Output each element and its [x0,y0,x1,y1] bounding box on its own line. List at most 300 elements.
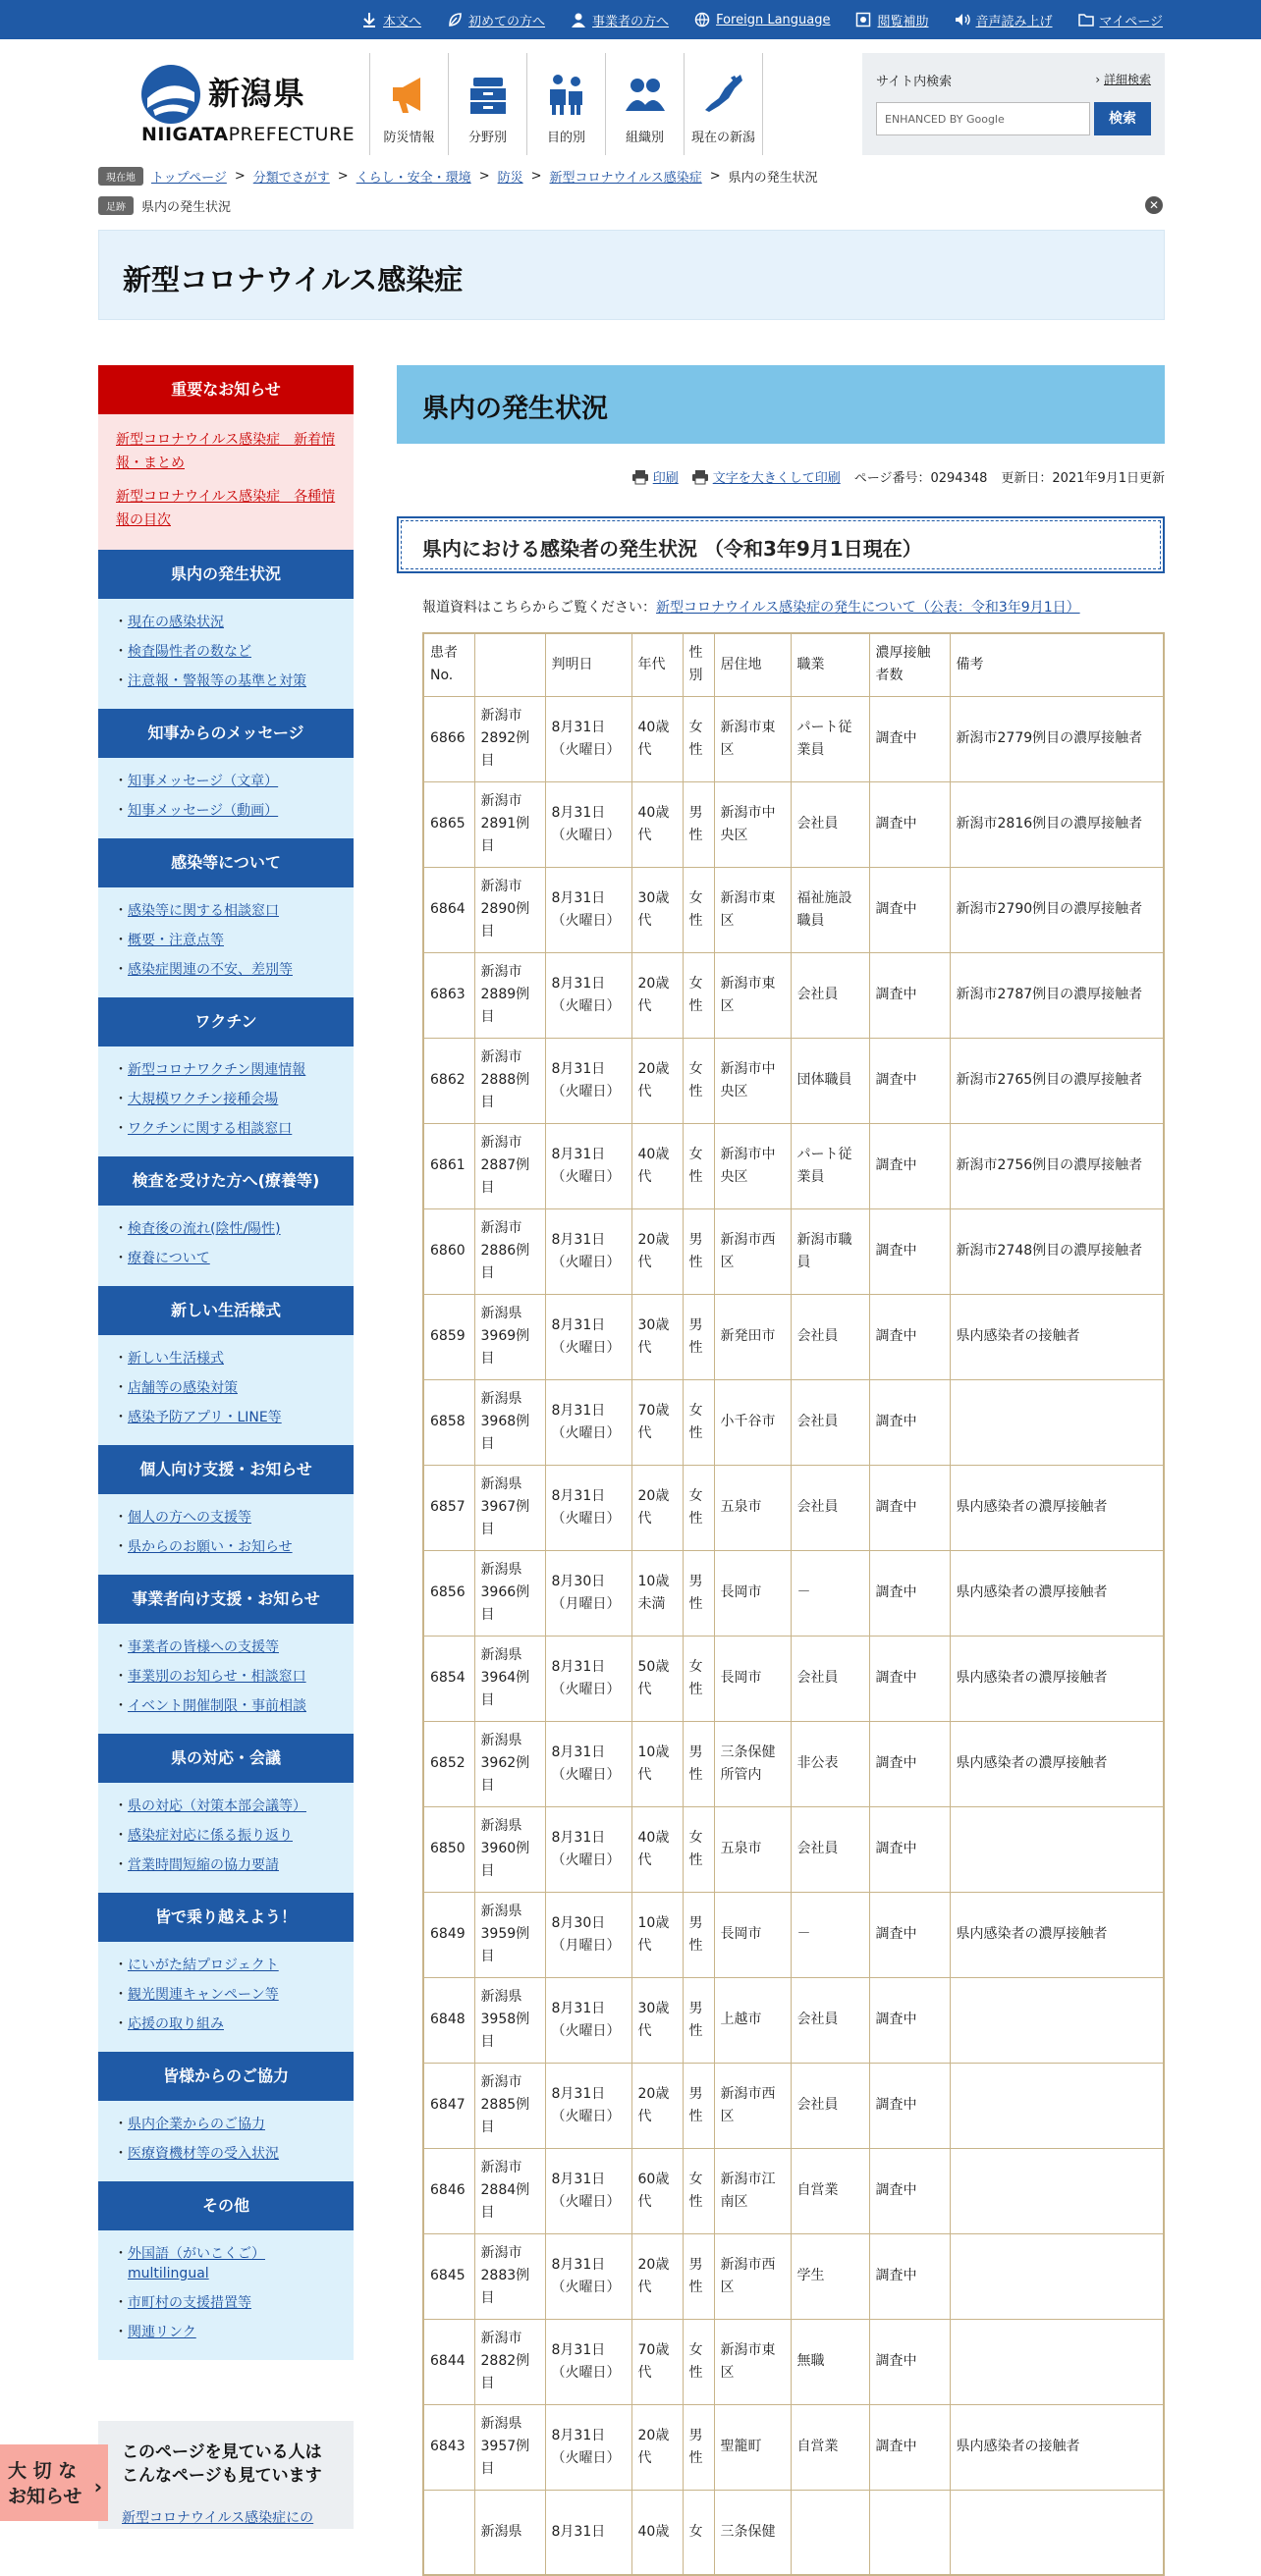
table-cell: 女性 [683,696,714,781]
table-cell: 8月31日（火曜日） [545,1379,631,1465]
table-cell: 調査中 [869,1977,950,2063]
breadcrumb-tag: 現在地 [98,167,143,186]
table-cell [950,2319,1164,2404]
table-cell: 6859 [423,1294,474,1379]
table-cell: 会社員 [791,1636,869,1721]
table-row [423,2490,1164,2575]
breadcrumb-link[interactable]: 分類でさがす [252,171,330,186]
table-row [423,1806,1164,1892]
table-cell: － [791,1550,869,1636]
sidebar-link[interactable]: ・ 応援の取り組み [116,2014,336,2034]
table-cell: 8月31日（火曜日） [545,2233,631,2319]
breadcrumb-separator: > [478,169,490,184]
sidebar-section [98,1624,354,1734]
table-cell: 40歳代 [631,696,683,781]
table-cell: 8月31日（火曜日） [545,2148,631,2233]
table-cell [869,2490,950,2575]
table-cell: 男性 [683,2063,714,2148]
person-icon [571,12,586,27]
table-cell: 会社員 [791,1977,869,2063]
table-cell: パート従業員 [791,696,869,781]
table-cell: 新潟県3957例目 [474,2404,545,2490]
table-cell: 学生 [791,2233,869,2319]
table-cell: 会社員 [791,1806,869,1892]
search-button[interactable]: 検索 [1094,102,1151,135]
table-cell: 調査中 [869,781,950,867]
sidebar-heading: その他 [98,2181,354,2230]
utility-link-2[interactable]: 事業者の方へ [571,11,669,29]
cases-table [422,632,1165,2576]
sidebar-heading: 個人向け支援・お知らせ [98,1445,354,1494]
sidebar-link[interactable]: ・ 関連リンク [116,2323,336,2342]
table-cell: 新潟県3964例目 [474,1636,545,1721]
table-cell: 調査中 [869,1806,950,1892]
table-cell [950,1379,1164,1465]
history-item[interactable]: 県内の発生状況 [141,200,232,215]
table-cell: 8月31日（火曜日） [545,696,631,781]
table-cell: 40歳代 [631,781,683,867]
table-cell [950,1977,1164,2063]
table-cell: 6858 [423,1379,474,1465]
table-cell: 調査中 [869,1721,950,1806]
sidebar-section [98,1783,354,1893]
table-cell: 6847 [423,2063,474,2148]
column-header: 濃厚接触者数 [869,633,950,696]
table-cell: 自営業 [791,2148,869,2233]
table-cell: 新潟市2790例目の濃厚接触者 [950,867,1164,952]
sidebar-heading: 検査を受けた方へ(療養等) [98,1156,354,1206]
table-cell: 新潟県3966例目 [474,1550,545,1636]
table-cell: 30歳代 [631,867,683,952]
breadcrumb-link[interactable]: トップページ [151,171,227,186]
table-cell: 6857 [423,1465,474,1550]
sidebar-link[interactable]: ・ 県の対応（対策本部会議等） [116,1797,336,1816]
table-cell: 6864 [423,867,474,952]
table-cell: 県内感染者の濃厚接触者 [950,1721,1164,1806]
sidebar-heading: 県の対応・会議 [98,1734,354,1783]
close-history-icon[interactable]: ✕ [1145,196,1163,214]
niigata-emblem-icon [139,63,202,126]
table-cell: 三条保健所管内 [714,1721,791,1806]
table-cell: 女性 [683,1806,714,1892]
table-row [423,1379,1164,1465]
table-cell: 新潟県 [474,2490,545,2575]
column-header: 居住地 [714,633,791,696]
table-cell: 新潟市中央区 [714,1123,791,1208]
table-cell: 6844 [423,2319,474,2404]
table-cell [423,2490,474,2575]
sidebar-heading: 感染等について [98,838,354,887]
important-notice-link[interactable]: 新型コロナウイルス感染症 新着情報・まとめ [116,432,336,471]
table-row [423,2063,1164,2148]
table-cell: 8月31日（火曜日） [545,1806,631,1892]
table-cell: 新潟市2885例目 [474,2063,545,2148]
table-cell: 8月31日（火曜日） [545,1977,631,2063]
table-cell: 8月31日（火曜日） [545,1465,631,1550]
column-header: 職業 [791,633,869,696]
sidebar-heading: 皆で乗り越えよう！ [98,1893,354,1942]
sidebar-link[interactable]: ・ 療養について [116,1249,336,1268]
table-cell: 8月31日（火曜日） [545,2063,631,2148]
breadcrumb [98,167,818,186]
table-cell: 男性 [683,1892,714,1977]
utility-link-5[interactable]: 音声読み上げ [955,11,1053,29]
sidebar-link[interactable]: ・ 検査後の流れ(陰性/陽性) [116,1219,336,1239]
table-cell: 男性 [683,1977,714,2063]
table-cell: 長岡市 [714,1550,791,1636]
sidebar-section [98,1942,354,2052]
table-cell: 8月31日（火曜日） [545,1038,631,1123]
main-nav-item-3[interactable]: 組織別 [606,53,685,155]
column-header: 患者 No. [423,633,474,696]
table-cell: 6852 [423,1721,474,1806]
sidebar-link[interactable]: ・ 外国語（がいこくご）multilingual [116,2244,336,2283]
table-cell: 6848 [423,1977,474,2063]
banner-title: 新型コロナウイルス感染症 [123,263,464,296]
related-title: このページを見ている人はこんなページも見ています [122,2442,322,2486]
table-cell: 男性 [683,1294,714,1379]
sidebar-link[interactable]: ・ 知事メッセージ（動画） [116,801,336,821]
utility-link-4[interactable]: 閲覧補助 [855,11,928,29]
table-cell: 新潟市2816例目の濃厚接触者 [950,781,1164,867]
sidebar-link[interactable]: ・ 注意報・警報等の基準と対策 [116,671,336,691]
related-link[interactable]: 新型コロナウイルス感染症にの [122,2510,314,2526]
table-cell: 6849 [423,1892,474,1977]
table-row [423,1977,1164,2063]
table-cell: 8月31日（火曜日） [545,1721,631,1806]
sidebar-link[interactable]: ・ 現在の感染状況 [116,613,336,632]
table-cell: 上越市 [714,1977,791,2063]
table-cell: 調査中 [869,1123,950,1208]
column-header: 性別 [683,633,714,696]
table-cell: 新潟市2887例目 [474,1123,545,1208]
table-cell: 女 [683,2490,714,2575]
table-cell: 70歳代 [631,1379,683,1465]
related-pages [98,2421,354,2529]
table-cell: 女性 [683,2148,714,2233]
table-cell: 8月31日（火曜日） [545,1294,631,1379]
table-cell [950,1806,1164,1892]
table-cell: 新潟県3959例目 [474,1892,545,1977]
table-cell: 50歳代 [631,1636,683,1721]
group-icon [623,72,668,117]
column-header [474,633,545,696]
sidebar-link[interactable]: ・ ワクチンに関する相談窓口 [116,1119,336,1139]
printer-icon [692,470,708,484]
table-cell: 五泉市 [714,1806,791,1892]
site-logo[interactable] [139,63,356,149]
sidebar-link[interactable]: ・ 感染等に関する相談窓口 [116,901,336,921]
table-cell: 新潟市2890例目 [474,867,545,952]
table-row [423,867,1164,952]
site-search [862,53,1165,155]
table-cell: 県内感染者の濃厚接触者 [950,1892,1164,1977]
table-row [423,2319,1164,2404]
sidebar-section [98,1335,354,1445]
table-cell: 新潟市東区 [714,952,791,1038]
printer-icon [632,470,648,484]
table-cell: 調査中 [869,2063,950,2148]
table-cell: 8月30日（月曜日） [545,1892,631,1977]
table-cell: 新潟市東区 [714,2319,791,2404]
table-cell: 6866 [423,696,474,781]
table-cell: 男性 [683,2404,714,2490]
page-title: 県内の発生状況 [422,394,608,424]
sidebar-heading: 新しい生活様式 [98,1286,354,1335]
utility-link-3[interactable]: Foreign Language [694,12,830,27]
table-cell [950,2063,1164,2148]
important-notice-links [98,414,354,550]
table-cell: 調査中 [869,696,950,781]
table-cell [791,2490,869,2575]
utility-nav [361,0,1163,39]
sidebar-link[interactable]: ・ 大規模ワクチン接種会場 [116,1090,336,1109]
table-cell: 女性 [683,1038,714,1123]
table-cell: 新潟市2756例目の濃厚接触者 [950,1123,1164,1208]
section-heading: 県内における感染者の発生状況 （令和3年9月1日現在） [422,537,922,561]
sidebar-link[interactable]: ・ 感染症対応に係る振り返り [116,1826,336,1846]
sidebar-section [98,1046,354,1156]
logo-english: NIIGATAPREFECTURE [141,124,356,145]
people-icon [544,72,589,117]
table-cell: 調査中 [869,1636,950,1721]
breadcrumb-separator: > [709,169,721,184]
search-title: サイト内検索 [876,75,953,89]
table-cell: 聖籠町 [714,2404,791,2490]
table-cell: 6856 [423,1550,474,1636]
section-heading-box [397,516,1165,573]
table-cell: 6854 [423,1636,474,1721]
sidebar-section [98,1494,354,1575]
sidebar-section [98,1206,354,1286]
table-cell: 会社員 [791,1465,869,1550]
table-cell: 調査中 [869,2404,950,2490]
table-cell: 6863 [423,952,474,1038]
table-cell: 新潟市2748例目の濃厚接触者 [950,1208,1164,1294]
important-notice-float-button[interactable]: 大 切 な お知らせ › [0,2444,108,2521]
logo-japanese: 新潟県 [208,75,306,112]
table-cell: 長岡市 [714,1636,791,1721]
search-input[interactable]: ENHANCED BY Google [876,102,1090,135]
table-cell: 三条保健 [714,2490,791,2575]
table-cell: 調査中 [869,1892,950,1977]
sidebar-link[interactable]: ・ にいがた結プロジェクト [116,1956,336,1975]
table-row [423,1892,1164,1977]
table-cell: 県内感染者の接触者 [950,2404,1164,2490]
table-cell: 6845 [423,2233,474,2319]
press-release-link[interactable]: 新型コロナウイルス感染症の発生について（公表：令和3年9月1日） [656,600,1080,616]
utility-link-0[interactable]: 本文へ [361,11,421,29]
utility-link-6[interactable]: マイページ [1078,11,1163,29]
speaker-icon [955,12,970,27]
breadcrumb-link[interactable]: 新型コロナウイルス感染症 [549,171,702,186]
table-cell: 県内感染者の濃厚接触者 [950,1550,1164,1636]
category-banner [98,230,1165,320]
table-cell: 男性 [683,1550,714,1636]
table-cell: 会社員 [791,1379,869,1465]
column-header: 判明日 [545,633,631,696]
sidebar-link[interactable]: ・ 新しい生活様式 [116,1349,336,1368]
table-cell: 20歳代 [631,2404,683,2490]
sidebar-link[interactable]: ・ 個人の方への支援等 [116,1508,336,1528]
table-cell: 20歳代 [631,952,683,1038]
table-cell: 調査中 [869,1208,950,1294]
sidebar-heading: 皆様からのご協力 [98,2052,354,2101]
table-cell: 20歳代 [631,2233,683,2319]
table-cell: 新潟市職員 [791,1208,869,1294]
table-cell [950,2148,1164,2233]
table-cell: 調査中 [869,1379,950,1465]
table-cell: 6846 [423,2148,474,2233]
table-row [423,2233,1164,2319]
table-cell: 新潟市2891例目 [474,781,545,867]
sidebar-link[interactable]: ・ 新型コロナワクチン関連情報 [116,1060,336,1080]
table-cell: 6861 [423,1123,474,1208]
sidebar-link[interactable]: ・ 県からのお願い・お知らせ [116,1537,336,1557]
sidebar-link[interactable]: ・ 観光関連キャンペーン等 [116,1985,336,2005]
table-cell: 新潟市2883例目 [474,2233,545,2319]
table-cell: 6850 [423,1806,474,1892]
table-cell: 新潟県3967例目 [474,1465,545,1550]
table-cell: 調査中 [869,2319,950,2404]
print-large-link[interactable]: 文字を大きくして印刷 [692,467,841,486]
table-cell: 五泉市 [714,1465,791,1550]
table-row [423,1636,1164,1721]
table-cell: 8月31日（火曜日） [545,2319,631,2404]
table-cell: 会社員 [791,781,869,867]
table-cell: 調査中 [869,1465,950,1550]
table-row [423,952,1164,1038]
table-cell: － [791,1892,869,1977]
table-row [423,2404,1164,2490]
table-row [423,1465,1164,1550]
sidebar-link[interactable]: ・ 市町村の支援措置等 [116,2293,336,2313]
table-cell: 新潟市中央区 [714,781,791,867]
megaphone-icon [387,72,432,117]
table-cell: 新潟県3960例目 [474,1806,545,1892]
table-cell: 新潟県3962例目 [474,1721,545,1806]
important-notice-heading: 重要なお知らせ [98,365,354,414]
table-cell: 新潟市中央区 [714,1038,791,1123]
column-header: 備考 [950,633,1164,696]
table-cell: 新潟市西区 [714,2063,791,2148]
breadcrumb-current: 県内の発生状況 [728,171,818,186]
table-cell: 新潟県3969例目 [474,1294,545,1379]
sidebar-link[interactable]: ・ 事業者の皆様への支援等 [116,1637,336,1657]
table-cell: 8月30日（月曜日） [545,1550,631,1636]
breadcrumb-link[interactable]: くらし・安全・環境 [356,171,471,186]
important-notice-link[interactable]: 新型コロナウイルス感染症 各種情報の目次 [116,489,336,528]
table-cell: 会社員 [791,952,869,1038]
sidebar-link[interactable]: ・ 事業別のお知らせ・相談窓口 [116,1667,336,1687]
table-cell: 40歳 [631,2490,683,2575]
sidebar-link[interactable]: ・ 医療資機材等の受入状況 [116,2144,336,2164]
table-cell: 女性 [683,1379,714,1465]
table-cell: 福祉施設職員 [791,867,869,952]
updated-date: 更新日：2021年9月1日更新 [1001,471,1165,486]
table-cell: 女性 [683,952,714,1038]
table-cell: 新潟市2765例目の濃厚接触者 [950,1038,1164,1123]
breadcrumb-separator: > [530,169,542,184]
sidebar-heading: 知事からのメッセージ [98,709,354,758]
table-cell: 20歳代 [631,1038,683,1123]
column-header: 年代 [631,633,683,696]
sidebar-link[interactable]: ・ 感染症関連の不安、差別等 [116,960,336,980]
table-cell: 6860 [423,1208,474,1294]
main-nav-item-0[interactable]: 防災情報 [370,53,449,155]
table-cell: 女性 [683,1123,714,1208]
main-nav-item-4[interactable]: 現在の新潟 [685,53,763,155]
table-cell: 女性 [683,2319,714,2404]
sidebar-link[interactable]: ・ 検査陽性者の数など [116,642,336,662]
top-utility-bar [0,0,1261,39]
table-cell: 8月31日（火曜日） [545,867,631,952]
sidebar-section [98,599,354,709]
table-cell: 8月31日（火曜日） [545,1123,631,1208]
table-cell: 長岡市 [714,1892,791,1977]
table-cell: 男性 [683,2233,714,2319]
sidebar-heading: 県内の発生状況 [98,550,354,599]
table-cell: 無職 [791,2319,869,2404]
sidebar-section [98,758,354,838]
main-nav-item-1[interactable]: 分野別 [449,53,527,155]
table-header-row [423,633,1164,696]
table-row [423,1123,1164,1208]
sidebar-link[interactable]: ・ 店舗等の感染対策 [116,1378,336,1398]
table-cell: 調査中 [869,1550,950,1636]
advanced-search-link[interactable]: › 詳細検索 [1095,73,1151,86]
table-cell: 新潟市2892例目 [474,696,545,781]
main-nav-item-2[interactable]: 目的別 [527,53,606,155]
table-cell: パート従業員 [791,1123,869,1208]
breadcrumb-separator: > [337,169,349,184]
table-row [423,696,1164,781]
utility-link-1[interactable]: 初めての方へ [447,11,545,29]
sidebar-section [98,2101,354,2181]
sidebar-heading: ワクチン [98,997,354,1046]
sidebar-section [98,2230,354,2360]
table-cell: 8月31日 [545,2490,631,2575]
table-cell: 調査中 [869,1038,950,1123]
main-content [397,365,1165,2540]
main-nav [369,53,763,155]
arrow-down-icon [361,12,377,27]
history-trail [98,196,231,215]
sidebar-link[interactable]: ・ 県内企業からのご協力 [116,2115,336,2134]
table-cell: 調査中 [869,867,950,952]
table-cell: 女性 [683,1465,714,1550]
history-tag: 足跡 [98,196,134,215]
table-row [423,1294,1164,1379]
table-cell: 20歳代 [631,2063,683,2148]
table-cell: 新潟市2888例目 [474,1038,545,1123]
table-cell: 小千谷市 [714,1379,791,1465]
sidebar-link[interactable]: ・ イベント開催制限・事前相談 [116,1696,336,1716]
sidebar-link[interactable]: ・ 概要・注意点等 [116,931,336,950]
sidebar-link[interactable]: ・ 感染予防アプリ・LINE等 [116,1408,336,1427]
sidebar-link[interactable]: ・ 営業時間短縮の協力要請 [116,1855,336,1875]
table-cell: 8月31日（火曜日） [545,1636,631,1721]
chevron-right-icon: › [93,2475,102,2498]
table-cell: 調査中 [869,1294,950,1379]
breadcrumb-link[interactable]: 防災 [497,171,523,186]
table-cell: 男性 [683,1208,714,1294]
table-row [423,1038,1164,1123]
sidebar-link[interactable]: ・ 知事メッセージ（文章） [116,772,336,791]
table-cell: 新潟市江南区 [714,2148,791,2233]
table-cell: 6862 [423,1038,474,1123]
print-link[interactable]: 印刷 [632,467,679,486]
